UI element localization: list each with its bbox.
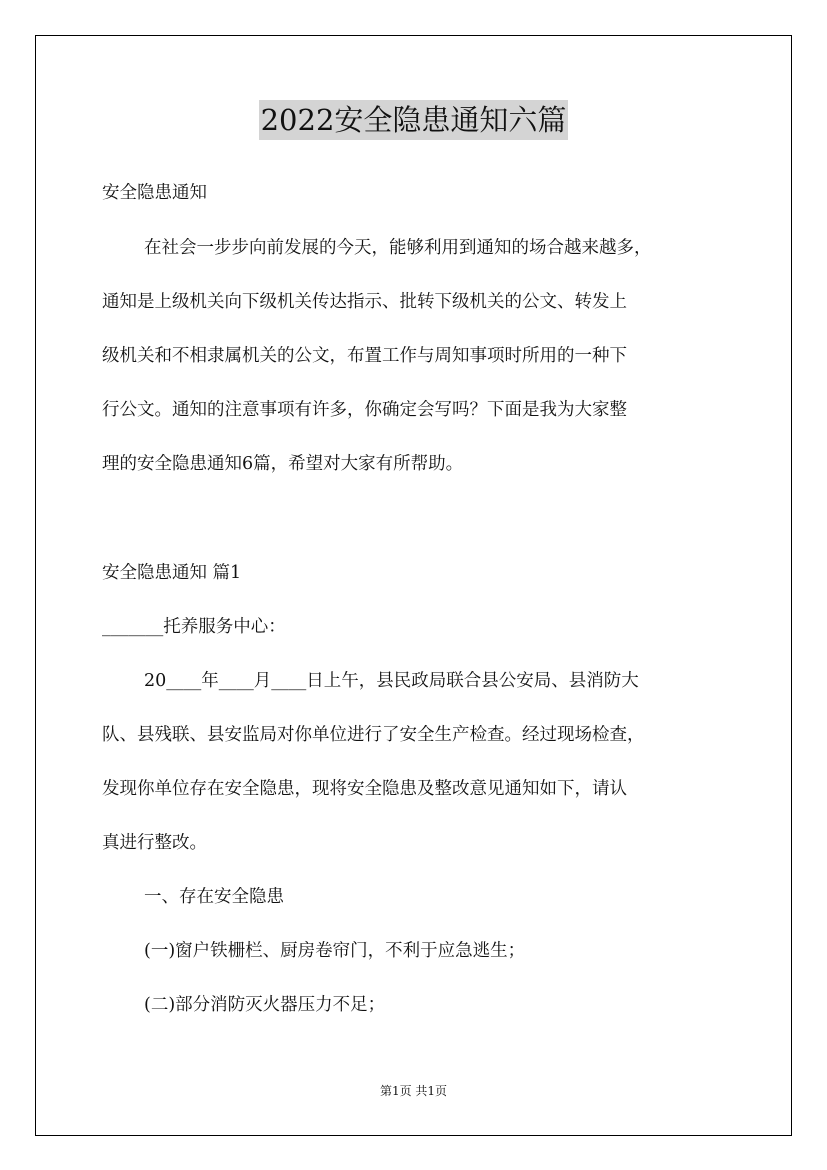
document-title-wrap: [0, 100, 827, 140]
paragraph-line: 通知是上级机关向下级机关传达指示、批转下级机关的公文、转发上: [102, 292, 627, 312]
paragraph-line: 级机关和不相隶属机关的公文，布置工作与周知事项时所用的一种下: [102, 346, 627, 366]
page-footer: 第1页 共1页: [379, 1084, 448, 1098]
list-heading: 一、存在安全隐患: [144, 887, 284, 907]
paragraph-line: 在社会一步步向前发展的今天，能够利用到通知的场合越来越多，: [144, 238, 652, 258]
addressee-line: _______托养服务中心：: [102, 617, 286, 637]
list-item: (二)部分消防灭火器压力不足；: [144, 995, 386, 1015]
paragraph-line: 真进行整改。: [102, 833, 207, 853]
section-heading-intro: 安全隐患通知: [102, 183, 207, 203]
paragraph-line: 队、县残联、县安监局对你单位进行了安全生产检查。经过现场检查，: [102, 725, 645, 745]
paragraph-line: 20____年____月____日上午，县民政局联合县公安局、县消防大: [144, 671, 639, 691]
paragraph-line: 发现你单位存在安全隐患，现将安全隐患及整改意见通知如下，请认: [102, 779, 627, 799]
paragraph-line: 理的安全隐患通知6篇，希望对大家有所帮助。: [102, 454, 464, 474]
section-heading-1: 安全隐患通知 篇1: [102, 563, 242, 583]
list-item: (一)窗户铁栅栏、厨房卷帘门，不利于应急逃生；: [144, 941, 526, 961]
paragraph-line: 行公文。通知的注意事项有许多，你确定会写吗？下面是我为大家整: [102, 400, 627, 420]
document-title: 2022安全隐患通知六篇: [259, 100, 569, 140]
